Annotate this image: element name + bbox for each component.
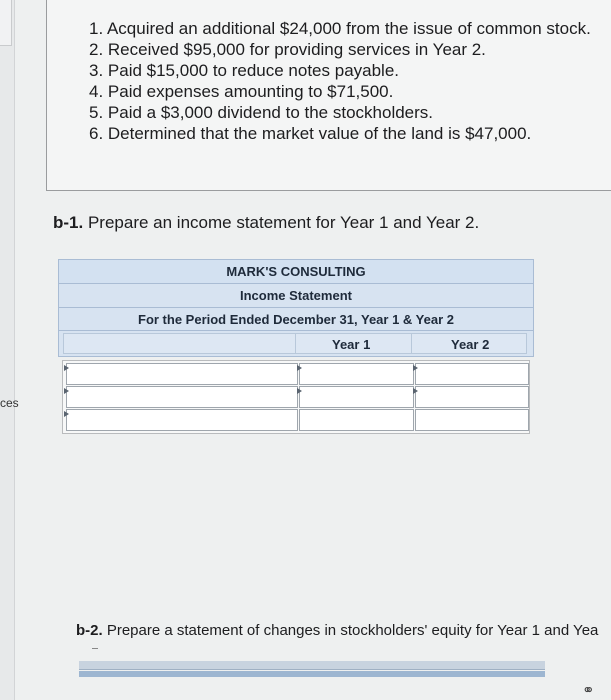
table-row [63,409,529,431]
statement-company: MARK'S CONSULTING [58,259,534,283]
divider [92,648,98,649]
part-b1-label: b-1. [53,213,84,232]
side-panel-box [0,0,12,46]
part-b2-heading [76,622,598,639]
dropdown-arrow-icon[interactable] [64,388,69,394]
part-b1-heading [53,213,479,233]
dropdown-arrow-icon[interactable] [64,411,69,417]
row-label-input[interactable] [66,363,298,385]
dropdown-arrow-icon [297,365,302,371]
income-statement-table [58,259,534,357]
statement-period: For the Period Ended December 31, Year 1 & Year 2 [58,307,534,331]
column-year1: Year 1 [332,337,371,352]
dropdown-arrow-icon [413,365,418,371]
table-row [63,386,529,408]
part-b1-instruction: Prepare an income statement for Year 1 and Year 2. [87,213,480,232]
part-b2-label: b-2. [76,622,103,639]
problem-step: 1. Acquired an additional $24,000 from the issue of common stock. [89,19,591,38]
row-label-input[interactable] [66,386,298,408]
part-b2-table-header [79,671,545,677]
year1-amount-input[interactable] [299,409,414,431]
year2-amount-input[interactable] [415,363,529,385]
row-label-input[interactable] [66,409,298,431]
problem-step: 4. Paid expenses amounting to $71,500. [89,82,394,101]
side-panel [0,0,15,700]
problem-step: 6. Determined that the market value of the land is $47,000. [89,124,532,143]
year2-amount-input[interactable] [415,386,529,408]
column-year2: Year 2 [451,337,490,352]
dropdown-arrow-icon [413,388,418,394]
statement-body [62,360,530,434]
year1-amount-input[interactable] [299,386,414,408]
table-row [63,363,529,385]
statement-title: Income Statement [58,283,534,307]
problem-step: 2. Received $95,000 for providing services in Year 2. [89,40,486,59]
problem-step: 5. Paid a $3,000 dividend to the stockholders. [89,103,434,122]
problem-steps [89,18,591,144]
dropdown-arrow-icon [297,388,302,394]
part-b2-instruction: Prepare a statement of changes in stockholders' equity for Year 1 and Yea [106,622,599,639]
statement-column-header [58,331,534,357]
year1-amount-input[interactable] [299,363,414,385]
problem-step: 3. Paid $15,000 to reduce notes payable. [89,61,400,80]
side-panel-label: ces [0,396,19,410]
dropdown-arrow-icon[interactable] [64,365,69,371]
year2-amount-input[interactable] [415,409,529,431]
part-b2-table-top [79,661,545,670]
link-icon[interactable]: ⚭ [582,682,595,699]
